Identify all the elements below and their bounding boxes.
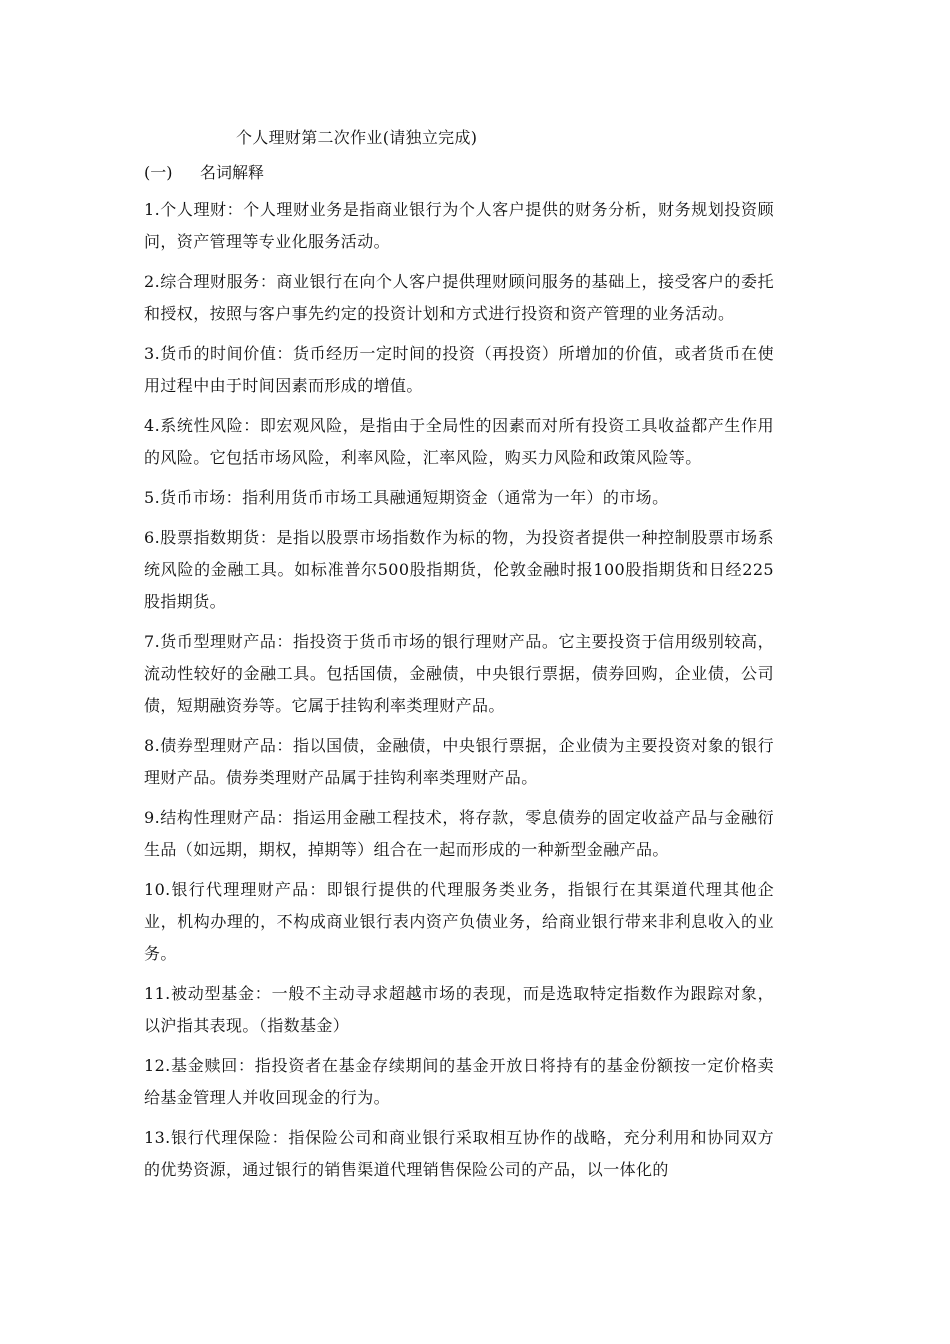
term-paragraph: 5.货币市场：指利用货币市场工具融通短期资金（通常为一年）的市场。 bbox=[144, 488, 669, 507]
section-heading bbox=[144, 161, 264, 185]
document-body bbox=[144, 194, 774, 1194]
term-paragraph: 2.综合理财服务：商业银行在向个人客户提供理财顾问服务的基础上，接受客户的委托和授权，按照与客户事先约定的投资计划和方式进行投资和资产管理的业务活动。 bbox=[144, 272, 774, 323]
term-paragraph: 1.个人理财：个人理财业务是指商业银行为个人客户提供的财务分析，财务规划投资顾问，资产管理等专业化服务活动。 bbox=[144, 200, 774, 251]
term-paragraph: 13.银行代理保险：指保险公司和商业银行采取相互协作的战略，充分利用和协同双方的优势资源，通过银行的销售渠道代理销售保险公司的产品，以一体化的 bbox=[144, 1128, 774, 1179]
term-paragraph: 10.银行代理理财产品：即银行提供的代理服务类业务，指银行在其渠道代理其他企业，机构办理的，不构成商业银行表内资产负债业务，给商业银行带来非利息收入的业务。 bbox=[144, 880, 774, 963]
term-paragraph: 12.基金赎回：指投资者在基金存续期间的基金开放日将持有的基金份额按一定价格卖给基金管理人并收回现金的行为。 bbox=[144, 1056, 774, 1107]
document-title: 个人理财第二次作业(请独立完成) bbox=[236, 128, 478, 147]
term-paragraph: 3.货币的时间价值：货币经历一定时间的投资（再投资）所增加的价值，或者货币在使用过程中由于时间因素而形成的增值。 bbox=[144, 344, 774, 395]
term-paragraph: 8.债券型理财产品：指以国债，金融债，中央银行票据，企业债为主要投资对象的银行理财产品。债券类理财产品属于挂钩利率类理财产品。 bbox=[144, 736, 774, 787]
term-paragraph: 11.被动型基金：一般不主动寻求超越市场的表现，而是选取特定指数作为跟踪对象，以沪指其表现。（指数基金） bbox=[144, 984, 774, 1035]
section-title: 名词解释 bbox=[200, 163, 265, 182]
term-paragraph: 4.系统性风险：即宏观风险，是指由于全局性的因素而对所有投资工具收益都产生作用的风险。它包括市场风险，利率风险，汇率风险，购买力风险和政策风险等。 bbox=[144, 416, 774, 467]
term-paragraph: 7.货币型理财产品：指投资于货币市场的银行理财产品。它主要投资于信用级别较高，流动性较好的金融工具。包括国债，金融债，中央银行票据，债券回购，企业债，公司债，短期融资券等。它属于挂钩利率类理财产品。 bbox=[144, 632, 774, 715]
section-number: (一) bbox=[144, 163, 173, 182]
term-paragraph: 6.股票指数期货：是指以股票市场指数作为标的物，为投资者提供一种控制股票市场系统风险的金融工具。如标准普尔500股指期货，伦敦金融时报100股指期货和日经225股指期货。 bbox=[144, 528, 774, 611]
term-paragraph: 9.结构性理财产品：指运用金融工程技术，将存款，零息债券的固定收益产品与金融衍生品（如远期，期权，掉期等）组合在一起而形成的一种新型金融产品。 bbox=[144, 808, 774, 859]
